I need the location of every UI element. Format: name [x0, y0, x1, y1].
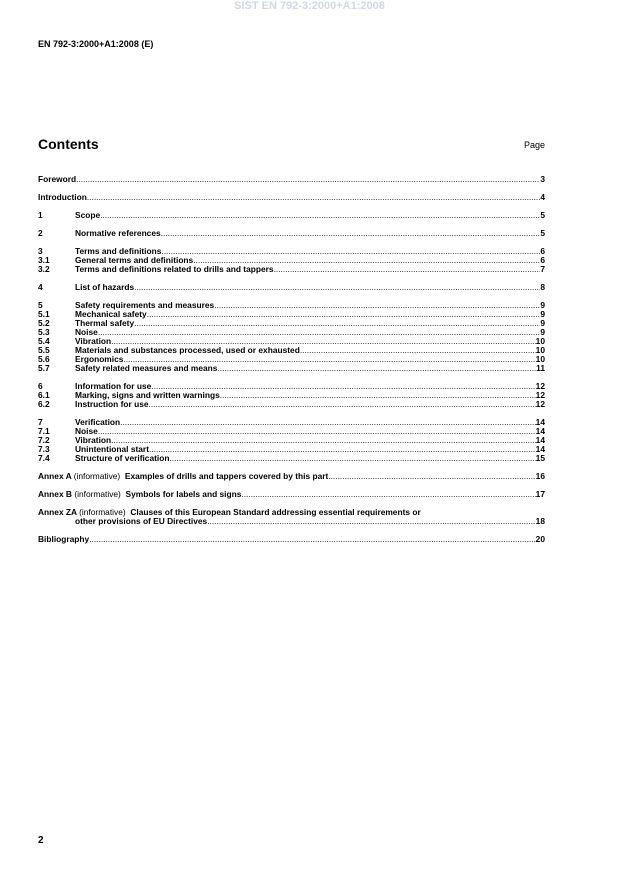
annex-label: Annex ZA — [38, 507, 77, 517]
toc-entry-number: 2 — [38, 228, 43, 238]
toc-entry-title: Terms and definitions — [75, 246, 162, 256]
toc-entry-number: 3.2 — [38, 264, 50, 274]
toc-entry-annex-b[interactable] — [38, 490, 545, 499]
annex-type: (informative) — [74, 489, 121, 499]
annex-label: Annex A — [38, 471, 72, 481]
toc-entry-title: Information for use — [75, 381, 152, 391]
toc-entry-title: Ergonomics — [75, 354, 124, 364]
toc-entry-title: Verification — [75, 417, 121, 427]
toc-entry-number: 5.4 — [38, 336, 50, 346]
toc-entry-number: 5.5 — [38, 345, 50, 355]
page-number: 2 — [38, 835, 44, 846]
toc-entry-title: Bibliography — [38, 534, 90, 544]
toc-entry-list-of-hazards[interactable] — [38, 283, 545, 292]
toc-entry-page: 5 — [540, 210, 545, 220]
toc-entry-number: 5 — [38, 300, 43, 310]
toc-entry-page: 18 — [535, 516, 545, 526]
toc-entry-title: Noise — [75, 327, 98, 337]
toc-entry-number: 5.3 — [38, 327, 50, 337]
toc-entry-title: Vibration — [75, 336, 112, 346]
toc-entry-title: General terms and definitions — [75, 255, 194, 265]
toc-entry-page: 3 — [540, 174, 545, 184]
annex-title — [38, 472, 328, 481]
toc-entry-page: 8 — [540, 282, 545, 292]
toc-entry-number: 7 — [38, 417, 43, 427]
toc-entry-page: 12 — [535, 399, 545, 409]
toc-entry-7-1[interactable] — [38, 427, 545, 436]
annex-type: (informative) — [79, 507, 126, 517]
annex-title — [38, 490, 241, 499]
toc-entry-foreword[interactable] — [38, 175, 545, 184]
toc-entry-page: 5 — [540, 228, 545, 238]
toc-entry-title: Vibration — [75, 435, 112, 445]
toc-entry-title: Unintentional start — [75, 444, 149, 454]
toc-entry-page: 10 — [535, 336, 545, 346]
toc-entry-page: 12 — [535, 381, 545, 391]
toc-entry-page: 7 — [540, 264, 545, 274]
contents-title: Contents — [38, 136, 99, 152]
toc-entry-title: Terms and definitions related to drills and tappers — [75, 264, 274, 274]
toc-entry-page: 14 — [535, 435, 545, 445]
toc-entry-page: 11 — [536, 363, 545, 373]
toc-entry-page: 6 — [540, 246, 545, 256]
toc-entry-title: Safety related measures and means — [75, 363, 218, 373]
toc-entry-3-2[interactable] — [38, 265, 545, 274]
toc-entry-number: 4 — [38, 282, 43, 292]
toc-entry-title: Foreword — [38, 174, 77, 184]
toc-entry-page: 10 — [535, 354, 545, 364]
toc-entry-title: Normative references — [75, 228, 161, 238]
table-of-contents — [38, 175, 545, 544]
toc-entry-5-7[interactable] — [38, 364, 545, 373]
toc-entry-number: 7.3 — [38, 444, 50, 454]
toc-entry-number: 6.1 — [38, 390, 50, 400]
toc-entry-scope[interactable] — [38, 211, 545, 220]
toc-entry-title: Scope — [75, 210, 101, 220]
toc-entry-verification[interactable] — [38, 418, 545, 427]
toc-entry-page: 9 — [540, 327, 545, 337]
toc-entry-page: 4 — [540, 192, 545, 202]
toc-entry-number: 3 — [38, 246, 43, 256]
toc-entry-page: 9 — [540, 309, 545, 319]
toc-entry-page: 12 — [535, 390, 545, 400]
toc-entry-page: 6 — [540, 255, 545, 265]
toc-entry-number: 7.4 — [38, 453, 50, 463]
watermark: SIST EN 792-3:2000+A1:2008 — [234, 0, 385, 12]
toc-entry-annex-a[interactable] — [38, 472, 545, 481]
toc-entry-page: 20 — [535, 534, 545, 544]
toc-entry-page: 17 — [535, 489, 545, 499]
toc-entry-page: 14 — [535, 417, 545, 427]
toc-entry-normative-references[interactable] — [38, 229, 545, 238]
toc-entry-number: 7.2 — [38, 435, 50, 445]
document-id: EN 792-3:2000+A1:2008 (E) — [38, 39, 154, 49]
toc-entry-introduction[interactable] — [38, 193, 545, 202]
toc-entry-6-2[interactable] — [38, 400, 545, 409]
toc-entry-7-4[interactable] — [38, 454, 545, 463]
toc-entry-annex-za-cont[interactable] — [38, 517, 545, 526]
toc-entry-title: Introduction — [38, 192, 87, 202]
toc-entry-number: 6 — [38, 381, 43, 391]
toc-entry-title: Safety requirements and measures — [75, 300, 215, 310]
annex-label: Annex B — [38, 489, 72, 499]
toc-entry-title: Noise — [75, 426, 98, 436]
toc-entry-number: 5.7 — [38, 363, 50, 373]
toc-entry-title: Structure of verification — [75, 453, 170, 463]
toc-entry-page: 10 — [535, 345, 545, 355]
toc-entry-number: 5.1 — [38, 309, 50, 319]
page-column-header: Page — [523, 140, 545, 150]
toc-entry-page: 16 — [535, 471, 545, 481]
toc-entry-title: Materials and substances processed, used or exhausted — [75, 345, 300, 355]
toc-entry-title: Mechanical safety — [75, 309, 147, 319]
toc-entry-title: Marking, signs and written warnings — [75, 390, 220, 400]
annex-heading: Clauses of this European Standard addressing essential requirements or — [130, 507, 421, 517]
toc-entry-number: 5.2 — [38, 318, 50, 328]
toc-entry-bibliography[interactable] — [38, 535, 545, 544]
toc-entry-number: 5.6 — [38, 354, 50, 364]
toc-entry-page: 15 — [535, 453, 545, 463]
toc-entry-page: 14 — [535, 426, 545, 436]
toc-entry-5-3[interactable] — [38, 328, 545, 337]
toc-entry-title: Instruction for use — [75, 399, 149, 409]
toc-entry-page: 14 — [535, 444, 545, 454]
toc-entry-number: 1 — [38, 210, 43, 220]
toc-entry-title: Thermal safety — [75, 318, 135, 328]
annex-heading-cont: other provisions of EU Directives — [75, 516, 208, 526]
annex-heading: Examples of drills and tappers covered by this part — [124, 471, 329, 481]
toc-entry-page: 9 — [540, 318, 545, 328]
toc-entry-number: 6.2 — [38, 399, 50, 409]
toc-entry-title: List of hazards — [75, 282, 135, 292]
toc-entry-page: 9 — [540, 300, 545, 310]
toc-entry-number: 3.1 — [38, 255, 50, 265]
annex-type: (informative) — [73, 471, 121, 481]
toc-entry-5-2[interactable] — [38, 319, 545, 328]
annex-heading: Symbols for labels and signs — [125, 489, 242, 499]
toc-entry-number: 7.1 — [38, 426, 50, 436]
